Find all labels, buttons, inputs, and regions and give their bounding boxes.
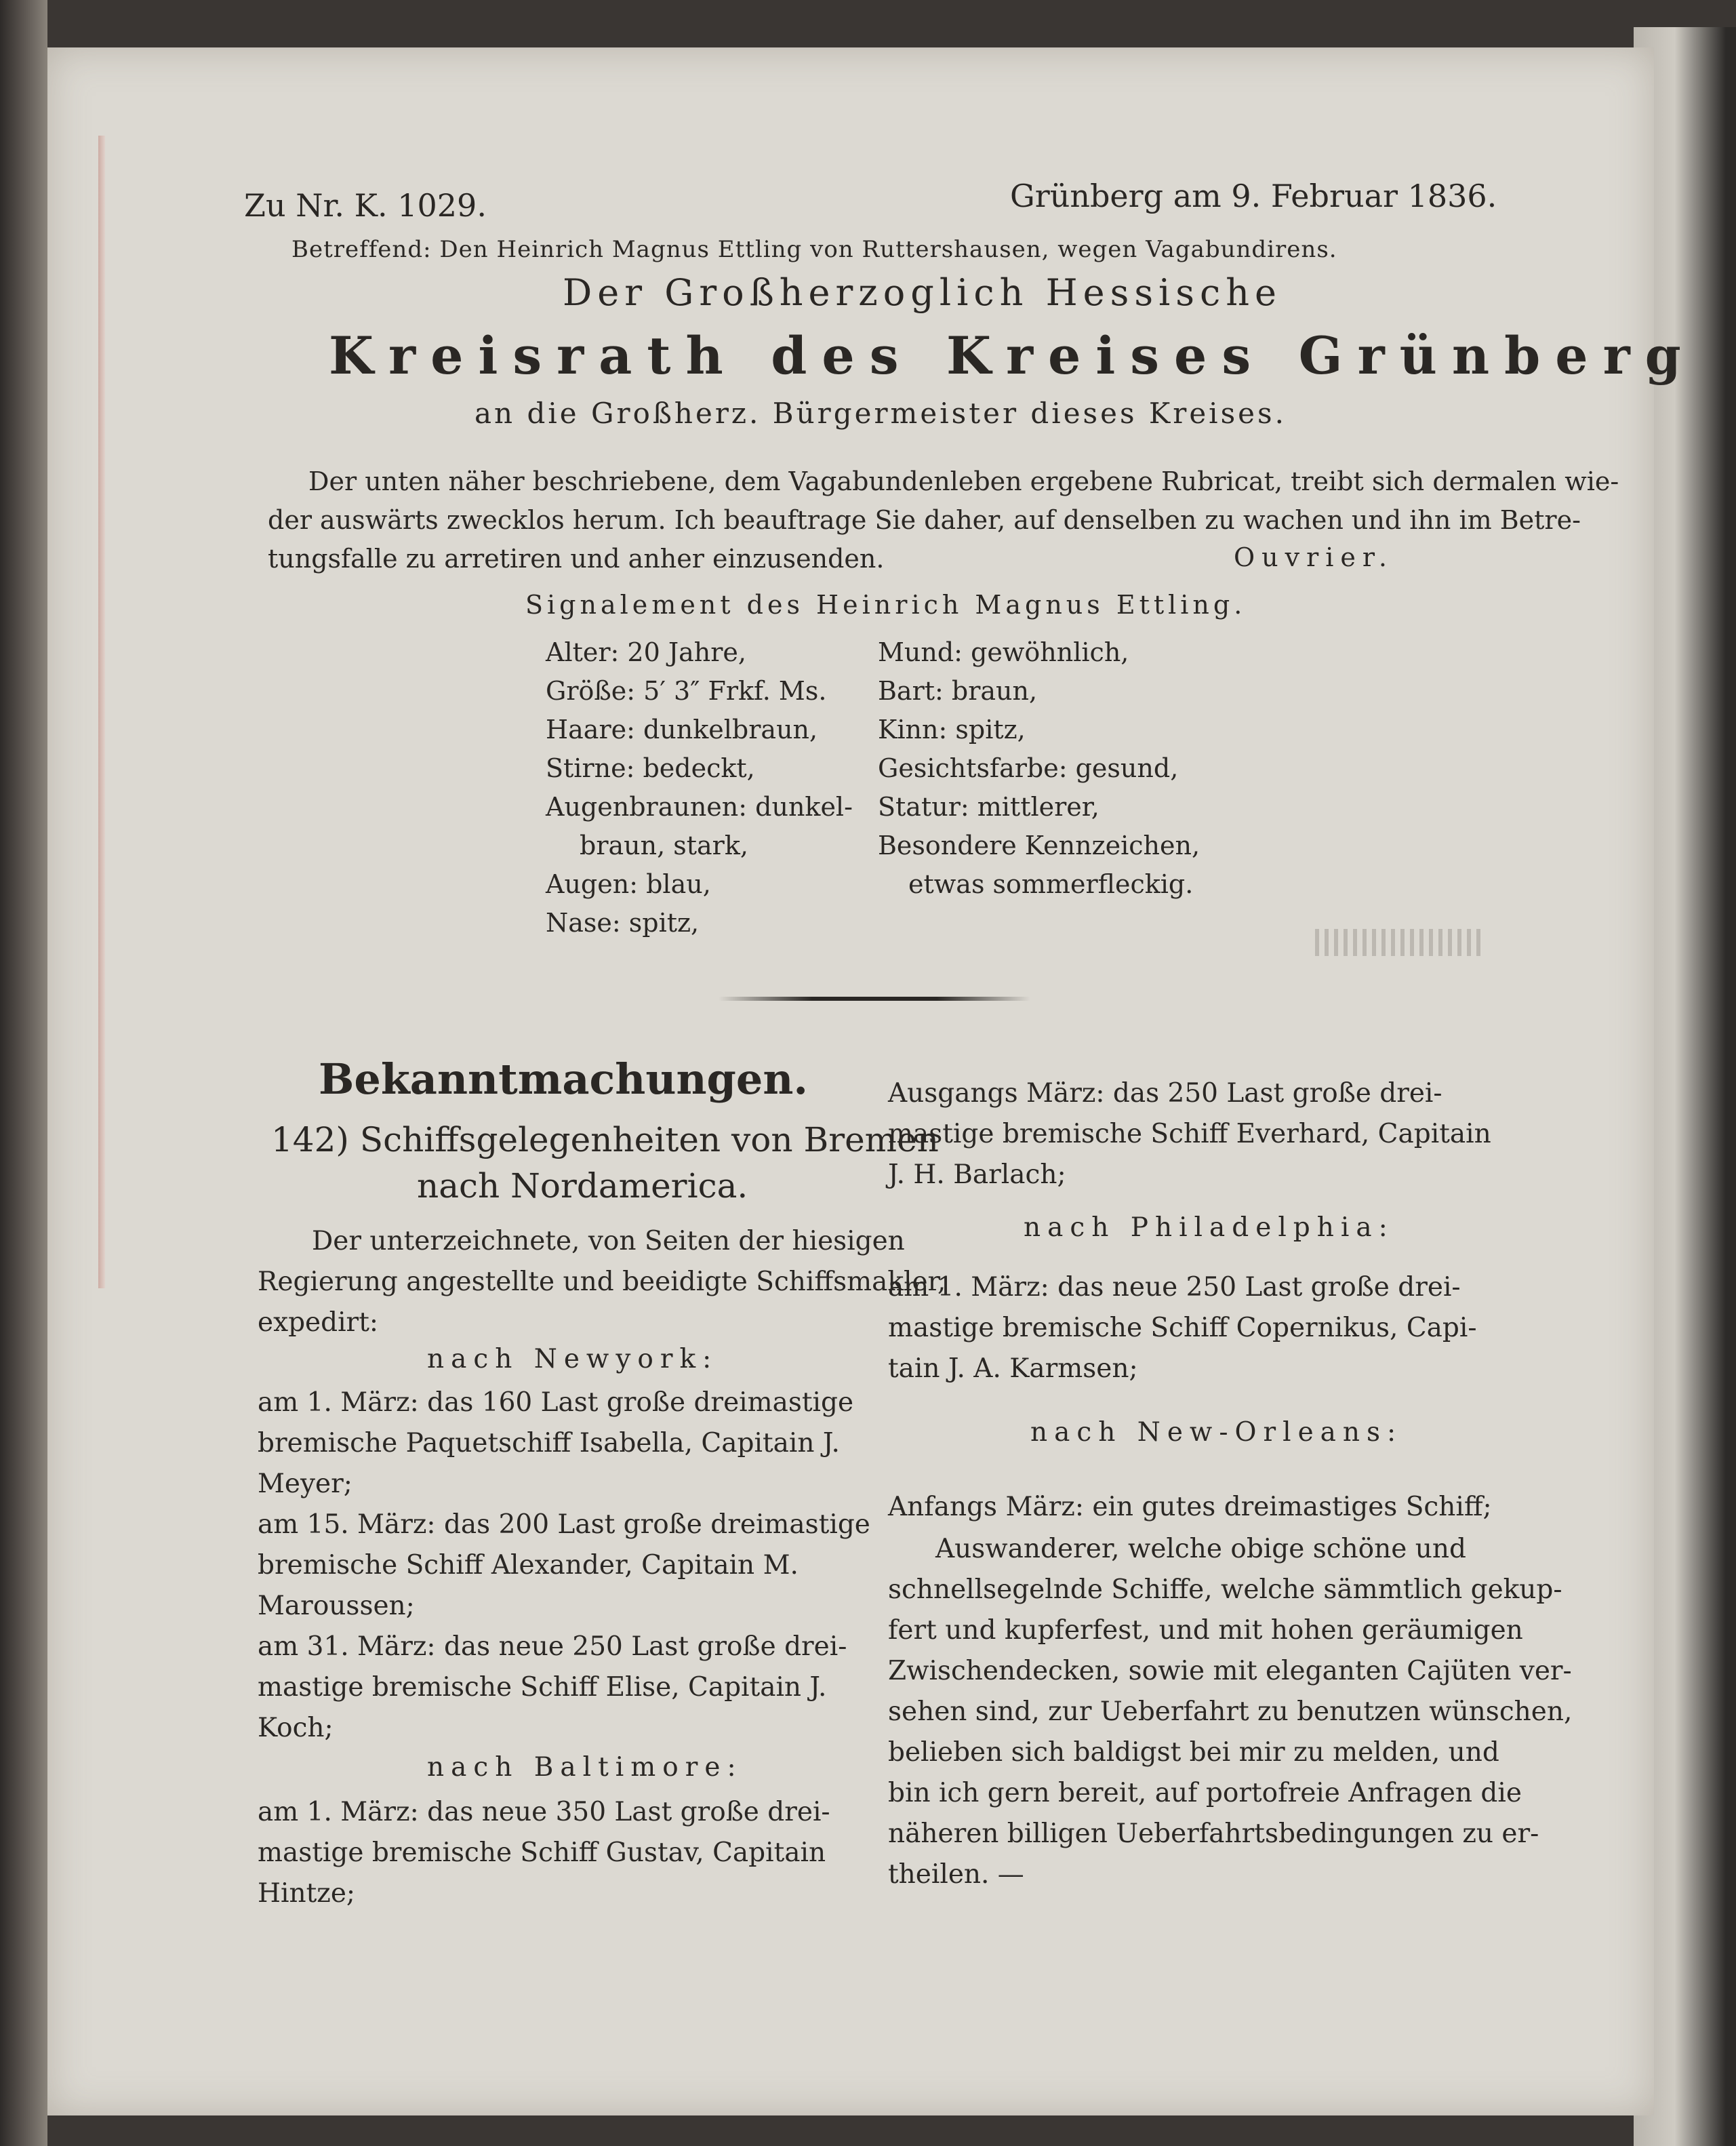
left-line-0: Der unterzeichnete, von Seiten der hiesigen <box>312 1226 905 1256</box>
left-line-1: Regierung angestellte und beeidigte Schiffsmakler, <box>258 1267 946 1297</box>
left-line-6: Meyer; <box>258 1469 352 1499</box>
sig-left-5: braun, stark, <box>580 831 748 860</box>
right-line-17: theilen. — <box>888 1859 1024 1890</box>
right-line-6: tain J. A. Karmsen; <box>888 1353 1138 1384</box>
sig-right-6: etwas sommerfleckig. <box>908 869 1194 899</box>
left-line-3: nach Newyork: <box>427 1344 719 1374</box>
sig-left-7: Nase: spitz, <box>546 908 700 938</box>
sig-left-1: Größe: 5′ 3″ Frkf. Ms. <box>546 676 827 706</box>
right-line-10: schnellsegelnde Schiffe, welche sämmtlich gekup- <box>888 1574 1562 1605</box>
signature: Ouvrier. <box>1234 542 1394 572</box>
sig-left-3: Stirne: bedeckt, <box>546 753 755 783</box>
item-title-1: 142) Schiffsgelegenheiten von Bremen <box>271 1120 939 1159</box>
left-line-16: Hintze; <box>258 1878 356 1909</box>
book-spine-left <box>0 0 47 2146</box>
left-line-11: mastige bremische Schiff Elise, Capitain J. <box>258 1672 827 1703</box>
left-line-7: am 15. März: das 200 Last große dreimastige <box>258 1509 870 1540</box>
notice-line-1: Der unten näher beschriebene, dem Vagabundenleben ergebene Rubricat, treibt sich dermalen wie- <box>308 466 1619 496</box>
title-line-2: Kreisrath des Kreises Grünberg <box>329 325 1696 386</box>
right-line-13: sehen sind, zur Ueberfahrt zu benutzen wünschen, <box>888 1696 1573 1727</box>
left-line-8: bremische Schiff Alexander, Capitain M. <box>258 1550 799 1581</box>
right-line-3: nach Philadelphia: <box>1024 1212 1394 1243</box>
left-line-13: nach Baltimore: <box>427 1752 743 1783</box>
reference-number: Zu Nr. K. 1029. <box>244 187 487 224</box>
subject-line: Betreffend: Den Heinrich Magnus Ettling von Ruttershausen, wegen Vagabundirens. <box>291 236 1337 263</box>
sig-right-5: Besondere Kennzeichen, <box>878 831 1200 860</box>
section-heading: Bekanntmachungen. <box>319 1054 808 1104</box>
notice-line-2: der auswärts zwecklos herum. Ich beauftrage Sie daher, auf denselben zu wachen und ihn im Betre- <box>268 505 1581 535</box>
sig-right-1: Bart: braun, <box>878 676 1038 706</box>
left-line-2: expedirt: <box>258 1307 379 1338</box>
title-line-3: an die Großherz. Bürgermeister dieses Kreises. <box>475 397 1287 430</box>
notice-line-3: tungsfalle zu arretiren und anher einzusenden. <box>268 544 885 574</box>
left-line-14: am 1. März: das neue 350 Last große drei- <box>258 1797 830 1827</box>
right-line-16: näheren billigen Ueberfahrtsbedingungen zu er- <box>888 1819 1539 1849</box>
right-line-14: belieben sich baldigst bei mir zu melden, und <box>888 1737 1499 1768</box>
left-line-9: Maroussen; <box>258 1591 415 1621</box>
right-line-0: Ausgangs März: das 250 Last große drei- <box>888 1078 1442 1109</box>
left-line-15: mastige bremische Schiff Gustav, Capitain <box>258 1837 826 1868</box>
right-line-5: mastige bremische Schiff Copernikus, Capi- <box>888 1313 1477 1343</box>
faded-stamp <box>1315 929 1485 956</box>
right-line-15: bin ich gern bereit, auf portofreie Anfragen die <box>888 1778 1522 1808</box>
sig-right-0: Mund: gewöhnlich, <box>878 637 1129 667</box>
sig-left-6: Augen: blau, <box>546 869 711 899</box>
left-line-10: am 31. März: das neue 250 Last große drei- <box>258 1631 847 1662</box>
sig-right-4: Statur: mittlerer, <box>878 792 1099 822</box>
right-line-12: Zwischendecken, sowie mit eleganten Cajüten ver- <box>888 1656 1572 1686</box>
signalement-title: Signalement des Heinrich Magnus Ettling. <box>525 590 1247 620</box>
right-line-8: Anfangs März: ein gutes dreimastiges Schiff; <box>888 1492 1492 1522</box>
right-line-9: Auswanderer, welche obige schöne und <box>935 1534 1466 1564</box>
title-line-1: Der Großherzoglich Hessische <box>563 271 1282 314</box>
left-line-12: Koch; <box>258 1713 334 1743</box>
sig-right-3: Gesichtsfarbe: gesund, <box>878 753 1179 783</box>
sig-left-4: Augenbraunen: dunkel- <box>546 792 853 822</box>
item-title-2: nach Nordamerica. <box>417 1166 748 1206</box>
sig-left-0: Alter: 20 Jahre, <box>546 637 746 667</box>
right-line-2: J. H. Barlach; <box>888 1159 1066 1190</box>
sig-right-2: Kinn: spitz, <box>878 715 1026 744</box>
section-divider <box>719 997 1030 1001</box>
right-line-11: fert und kupferfest, und mit hohen geräumigen <box>888 1615 1523 1646</box>
right-line-1: mastige bremische Schiff Everhard, Capitain <box>888 1119 1491 1149</box>
place-date: Grünberg am 9. Februar 1836. <box>1010 178 1497 214</box>
sig-left-2: Haare: dunkelbraun, <box>546 715 818 744</box>
right-line-7: nach New-Orleans: <box>1030 1417 1403 1448</box>
right-line-4: am 1. März: das neue 250 Last große drei- <box>888 1272 1461 1303</box>
red-page-edge <box>98 136 105 1288</box>
left-line-5: bremische Paquetschiff Isabella, Capitain J. <box>258 1428 840 1458</box>
left-line-4: am 1. März: das 160 Last große dreimastige <box>258 1387 854 1418</box>
